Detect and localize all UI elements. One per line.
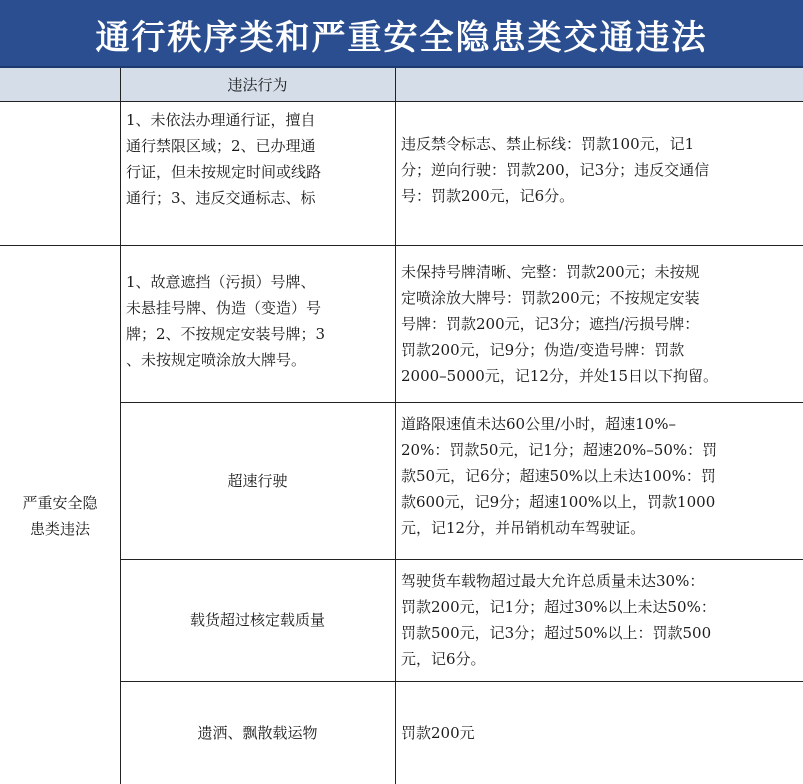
category-cell: 严重安全隐 患类违法 <box>22 493 98 538</box>
behavior-cell: 载货超过核定载质量 <box>189 611 325 629</box>
behavior-cell: 1、故意遮挡（污损）号牌、 未悬挂号牌、伪造（变造）号 牌；2、不按规定安装号牌；3 、未按规定喷涂放大牌号。 <box>126 273 326 369</box>
grid-line <box>0 245 803 246</box>
penalty-cell: 道路限速值未达60公里/小时，超速10%– 20%：罚款50元，记1分；超速20%–50%：罚 款50元，记6分；超速50%以上未达100%：罚 款600元，记9分；超速100%以上，罚款1000 元，记12分，并吊销机动车驾驶证。 <box>401 415 718 537</box>
header-behavior: 违法行为 <box>120 68 395 101</box>
violations-table <box>0 68 803 784</box>
header-penalty <box>395 68 803 101</box>
behavior-cell: 超速行驶 <box>227 471 288 490</box>
penalty-cell: 驾驶货车载物超过最大允许总质量未达30%： 罚款200元，记1分；超过30%以上未达50%： 罚款500元，记3分；超过50%以上：罚款500 元，记6分。 <box>401 572 716 668</box>
behavior-cell: 1、未依法办理通行证，擅自 通行禁限区域；2、已办理通 行证，但未按规定时间或线路 通行；3、违反交通标志、标 <box>126 111 322 207</box>
penalty-cell: 违反禁令标志、禁止标线：罚款100元，记1 分；逆向行驶：罚款200，记3分；违反交通信 号：罚款200元，记6分。 <box>401 135 710 205</box>
grid-line <box>120 402 803 403</box>
grid-line <box>120 559 803 560</box>
grid-line <box>120 681 803 682</box>
penalty-cell: 未保持号牌清晰、完整：罚款200元；未按规 定喷涂放大牌号：罚款200元；不按规定安装 号牌：罚款200元，记3分；遮挡/污损号牌： 罚款200元，记9分；伪造/变造号牌：罚款 2000–5000元，记12分，并处15日以下拘留。 <box>401 263 719 385</box>
page-title: 通行秩序类和严重安全隐患类交通违法 <box>0 0 803 68</box>
penalty-cell: 罚款200元 <box>401 723 475 742</box>
grid-line <box>0 101 803 102</box>
header-category-cell <box>0 68 120 101</box>
grid-line <box>395 68 396 784</box>
behavior-cell: 遗洒、飘散载运物 <box>197 723 318 742</box>
category-cell <box>0 101 120 245</box>
grid-line <box>120 68 121 784</box>
